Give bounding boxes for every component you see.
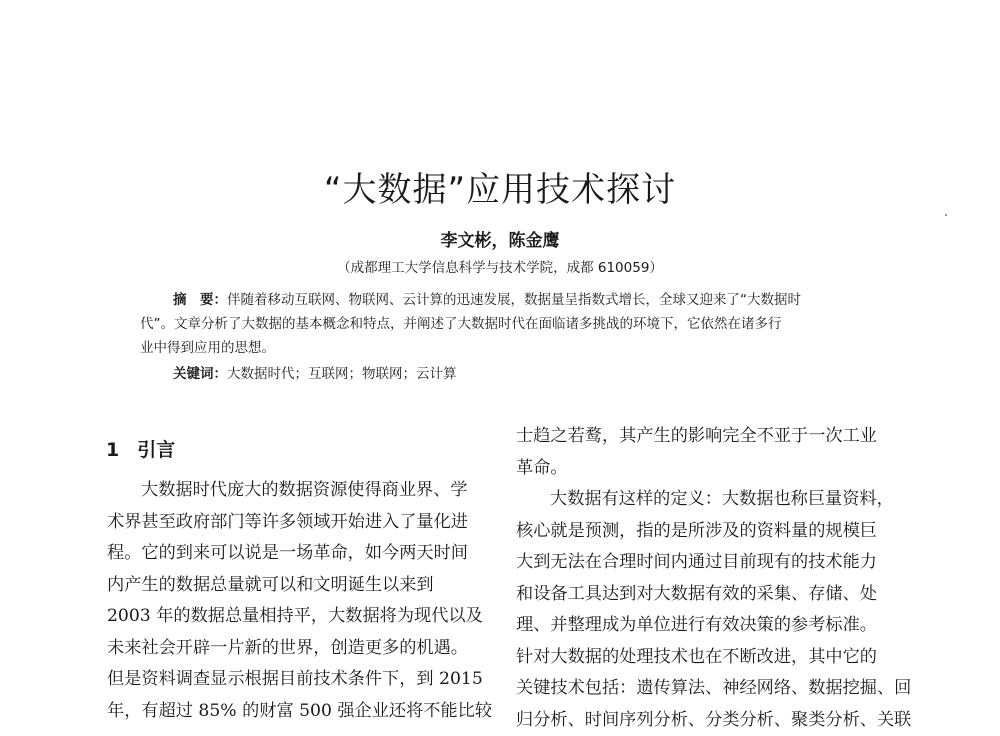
section-number: 1 (106, 439, 119, 461)
body-line: 内产生的数据总量就可以和文明诞生以来到 (107, 570, 485, 602)
abstract-line-3: 业中得到应用的思想。 (140, 336, 855, 360)
body-line: 但是资料调查显示根据目前技术条件下，到 2015 (107, 664, 485, 696)
body-line: 理、并整理成为单位进行有效决策的参考标准。 (516, 610, 891, 642)
abstract-line-1 (140, 288, 855, 312)
section-title: 引言 (137, 439, 175, 461)
body-line: 大到无法在合理时间内通过目前现有的技术能力 (516, 547, 891, 579)
body-line: 和设备工具达到对大数据有效的采集、存储、处 (516, 579, 891, 611)
body-line: 针对大数据的处理技术也在不断改进，其中它的 (516, 642, 891, 674)
left-column (107, 475, 485, 727)
body-line: 归分析、时间序列分析、分类分析、聚类分析、关联 (516, 705, 891, 736)
keywords-text: 大数据时代；互联网；物联网；云计算 (227, 366, 457, 382)
body-line: 大数据时代庞大的数据资源使得商业界、学 (107, 475, 485, 507)
abstract (140, 288, 855, 360)
body-line: 2003 年的数据总量相持平，大数据将为现代以及 (107, 601, 485, 633)
body-line: 年，有超过 85% 的财富 500 强企业还将不能比较 (107, 696, 485, 728)
body-line: 未来社会开辟一片新的世界，创造更多的机遇。 (107, 633, 485, 665)
affiliation: （成都理工大学信息科学与技术学院，成都 610059） (0, 256, 1000, 276)
paper-title: “大数据”应用技术探讨 (0, 162, 1000, 211)
keywords (173, 362, 457, 382)
abstract-line-2: 代”。文章分析了大数据的基本概念和特点，并阐述了大数据时代在面临诸多挑战的环境下，它依然在诸多行 (140, 312, 855, 336)
body-line: 程。它的到来可以说是一场革命，如今两天时间 (107, 538, 485, 570)
section-heading (106, 435, 175, 462)
body-line: 大数据有这样的定义：大数据也称巨量资料， (516, 484, 891, 516)
keywords-label: 关键词： (173, 366, 227, 382)
abstract-label: 摘 要： (173, 292, 227, 308)
authors: 李文彬，陈金鹰 (0, 226, 1000, 251)
scan-speck (945, 214, 947, 216)
body-line: 革命。 (516, 453, 891, 485)
body-line: 关键技术包括：遗传算法、神经网络、数据挖掘、回 (516, 673, 891, 705)
right-column (516, 421, 891, 736)
abstract-text-1: 伴随着移动互联网、物联网、云计算的迅速发展，数据量呈指数式增长，全球又迎来了“大数据时 (227, 292, 801, 308)
body-line: 士趋之若鹜，其产生的影响完全不亚于一次工业 (516, 421, 891, 453)
body-line: 术界甚至政府部门等许多领域开始进入了量化进 (107, 507, 485, 539)
body-line: 核心就是预测，指的是所涉及的资料量的规模巨 (516, 516, 891, 548)
